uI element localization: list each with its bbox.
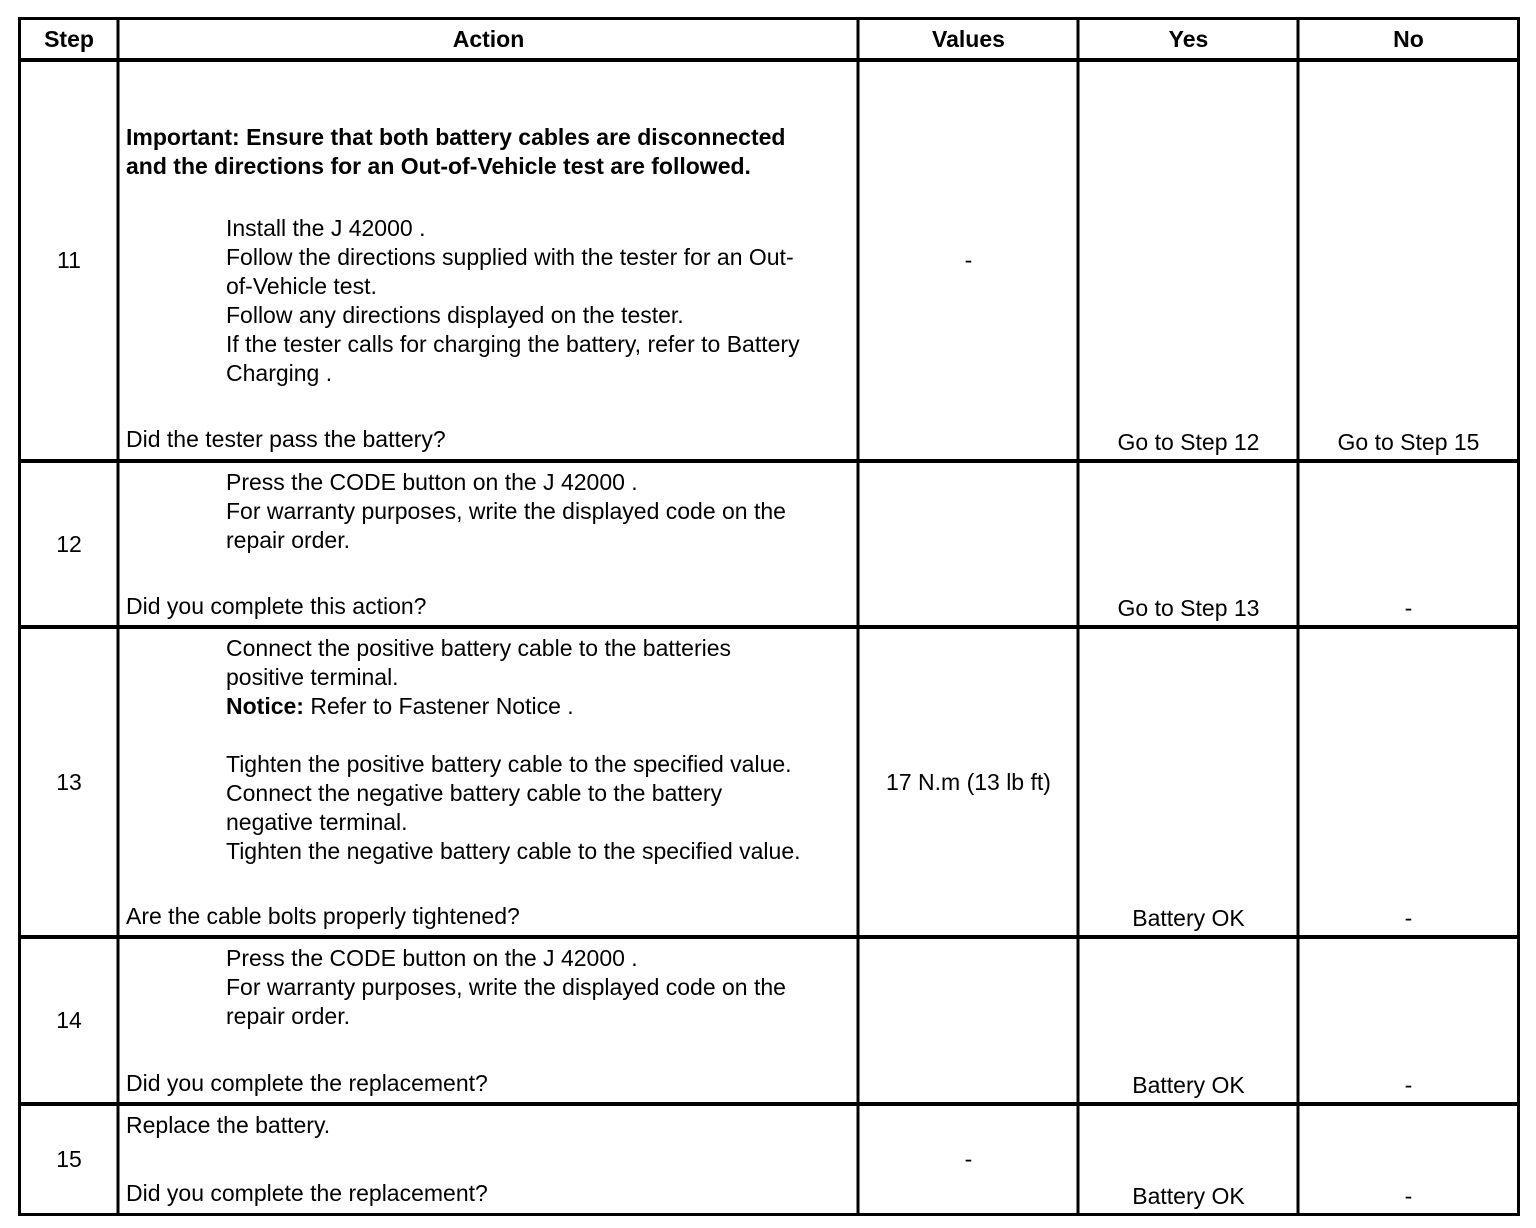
step-13-number: 13	[56, 768, 82, 795]
notice-text: Refer to Fastener Notice .	[303, 693, 574, 719]
step-15-number: 15	[56, 1146, 82, 1172]
instruction-line: Install the J 42000 .	[226, 215, 426, 241]
instruction-line: Follow the directions supplied with the tester for an Out-	[226, 244, 794, 270]
step-11-action	[120, 62, 857, 459]
instruction-line: Connect the positive battery cable to the batteries	[226, 635, 732, 661]
step-15-value: -	[964, 1146, 973, 1172]
step-11-value: -	[964, 247, 973, 273]
header-no: No	[1393, 26, 1424, 52]
step-question: Did the tester pass the battery?	[126, 426, 446, 452]
header-step: Step	[44, 26, 94, 52]
instruction-line: For warranty purposes, write the displayed code on the	[226, 974, 786, 1000]
step-11-no: Go to Step 15	[1337, 429, 1480, 455]
step-12-action	[120, 463, 857, 625]
instruction-line: For warranty purposes, write the displayed code on the	[226, 498, 786, 524]
instruction-line: Press the CODE button on the J 42000 .	[226, 945, 638, 971]
step-question: Are the cable bolts properly tightened?	[126, 903, 520, 929]
step-question: Did you complete the replacement?	[126, 1180, 488, 1206]
step-14-value	[860, 939, 1077, 1102]
step-15-no: -	[1404, 1183, 1413, 1209]
instruction-line: If the tester calls for charging the battery, refer to Battery	[226, 331, 800, 357]
instruction-line: repair order.	[226, 1003, 351, 1029]
instruction-line: Connect the negative battery cable to the battery	[226, 780, 723, 806]
instruction-line: Follow any directions displayed on the tester.	[226, 302, 684, 328]
notice-line	[126, 692, 801, 721]
step-15-action	[120, 1106, 857, 1213]
step-13-action	[120, 629, 857, 935]
step-14-number: 14	[56, 1007, 82, 1033]
instruction-line: repair order.	[226, 527, 351, 553]
step-13-no: -	[1404, 905, 1413, 931]
instruction-line: of-Vehicle test.	[226, 273, 377, 299]
step-12-number: 12	[56, 530, 82, 557]
step-12-value	[860, 463, 1077, 625]
header-action: Action	[452, 26, 525, 52]
notice-label: Notice:	[226, 693, 304, 719]
step-15-yes: Battery OK	[1132, 1183, 1245, 1209]
instruction-line: positive terminal.	[226, 664, 399, 690]
instruction-line: Press the CODE button on the J 42000 .	[226, 469, 638, 495]
step-14-yes: Battery OK	[1132, 1072, 1245, 1098]
step-11-yes: Go to Step 12	[1117, 429, 1260, 455]
step-question: Did you complete this action?	[126, 593, 427, 619]
step-14-action	[120, 939, 857, 1102]
instruction-line: negative terminal.	[226, 809, 408, 835]
step-14-no: -	[1404, 1072, 1413, 1098]
step-13-yes: Battery OK	[1132, 905, 1245, 931]
important-note-line: Important: Ensure that both battery cables are disconnected	[126, 124, 786, 150]
important-note-line: and the directions for an Out-of-Vehicle test are followed.	[126, 153, 751, 179]
step-11-number: 11	[57, 247, 81, 273]
instruction-line: Charging .	[226, 360, 333, 386]
header-values: Values	[932, 26, 1005, 52]
step-12-no: -	[1404, 595, 1413, 621]
instruction-line: Tighten the positive battery cable to the specified value.	[226, 751, 792, 777]
header-yes: Yes	[1168, 26, 1209, 52]
step-12-yes: Go to Step 13	[1117, 595, 1260, 621]
step-question: Did you complete the replacement?	[126, 1070, 488, 1096]
instruction-line: Tighten the negative battery cable to the specified value.	[226, 838, 801, 864]
step-13-value: 17 N.m (13 lb ft)	[886, 768, 1051, 795]
instruction-line: Replace the battery.	[126, 1112, 331, 1138]
